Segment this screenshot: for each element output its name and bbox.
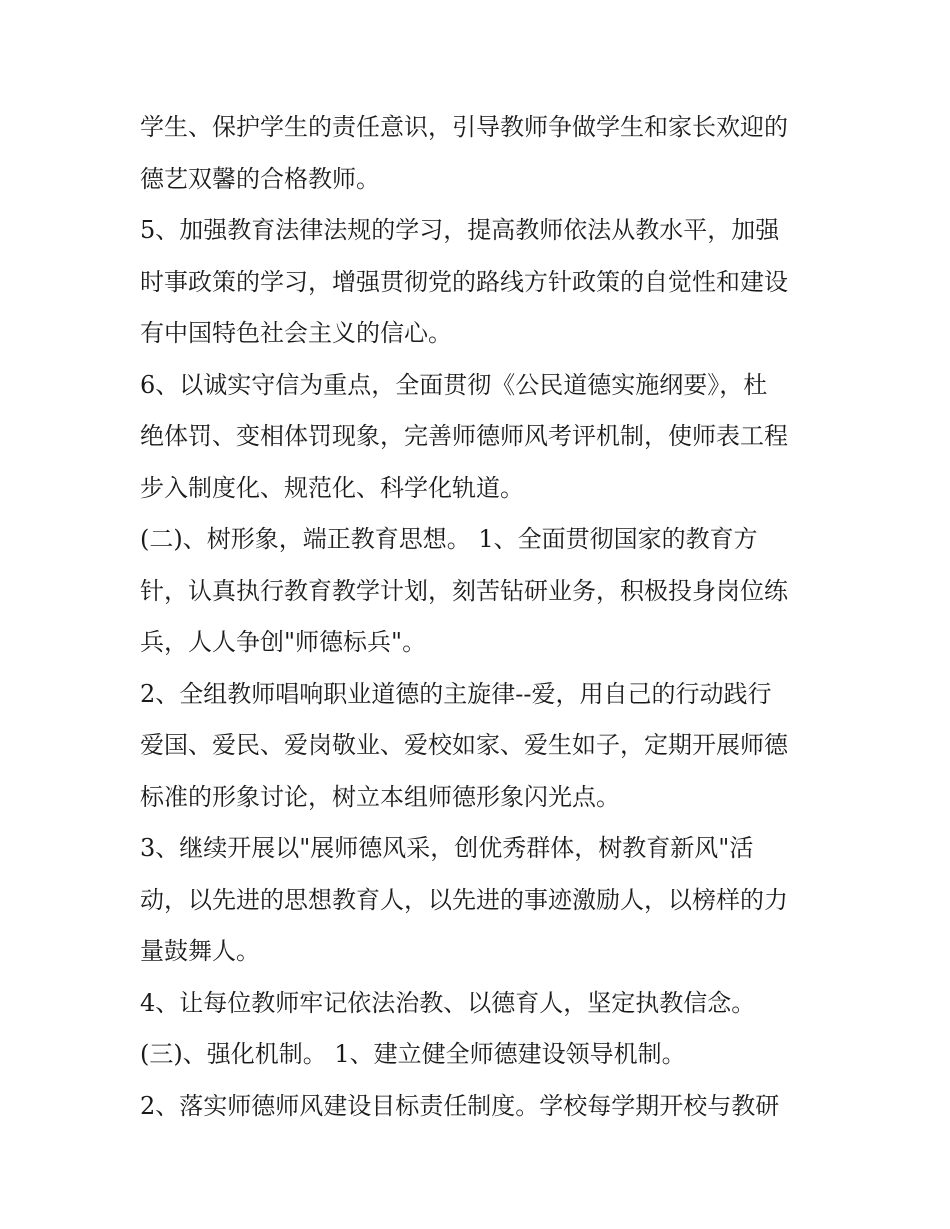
text-line: 量鼓舞人。 xyxy=(140,937,260,965)
text-line: 标准的形象讨论，树立本组师德形象闪光点。 xyxy=(140,782,620,811)
text-line: 兵，人人争创"师德标兵"。 xyxy=(140,628,427,656)
text-line: (三)、强化机制。 1、建立健全师德建设领导机制。 xyxy=(140,1040,686,1068)
text-line: 步入制度化、规范化、科学化轨道。 xyxy=(140,473,524,502)
text-line: 动，以先进的思想教育人，以先进的事迹激励人，以榜样的力 xyxy=(140,885,788,914)
text-line: 3、继续开展以"展师德风采，创优秀群体，树教育新风"活 xyxy=(140,834,754,862)
text-line: 5、加强教育法律法规的学习，提高教师依法从教水平，加强 xyxy=(140,216,780,244)
document-body xyxy=(140,102,820,1132)
text-line: 4、让每位教师牢记依法治教、以德育人，坚定执教信念。 xyxy=(140,988,756,1017)
text-line: 学生、保护学生的责任意识，引导教师争做学生和家长欢迎的 xyxy=(140,113,788,141)
text-line: 2、全组教师唱响职业道德的主旋律--爱，用自己的行动践行 xyxy=(140,679,772,708)
text-line: 针，认真执行教育教学计划，刻苦钻研业务，积极投身岗位练 xyxy=(140,576,788,605)
text-line: 绝体罚、变相体罚现象，完善师德师风考评机制，使师表工程 xyxy=(140,422,788,450)
text-line: 时事政策的学习，增强贯彻党的路线方针政策的自觉性和建设 xyxy=(140,267,788,296)
text-line: 德艺双馨的合格教师。 xyxy=(140,164,380,193)
text-line: (二)、树形象，端正教育思想。 1、全面贯彻国家的教育方 xyxy=(140,525,758,553)
text-line: 爱国、爱民、爱岗敬业、爱校如家、爱生如子，定期开展师德 xyxy=(140,731,788,759)
text-line: 6、以诚实守信为重点，全面贯彻《公民道德实施纲要》，杜 xyxy=(140,370,768,399)
text-line: 有中国特色社会主义的信心。 xyxy=(140,319,452,347)
text-line: 2、落实师德师风建设目标责任制度。学校每学期开校与教研 xyxy=(140,1091,780,1120)
